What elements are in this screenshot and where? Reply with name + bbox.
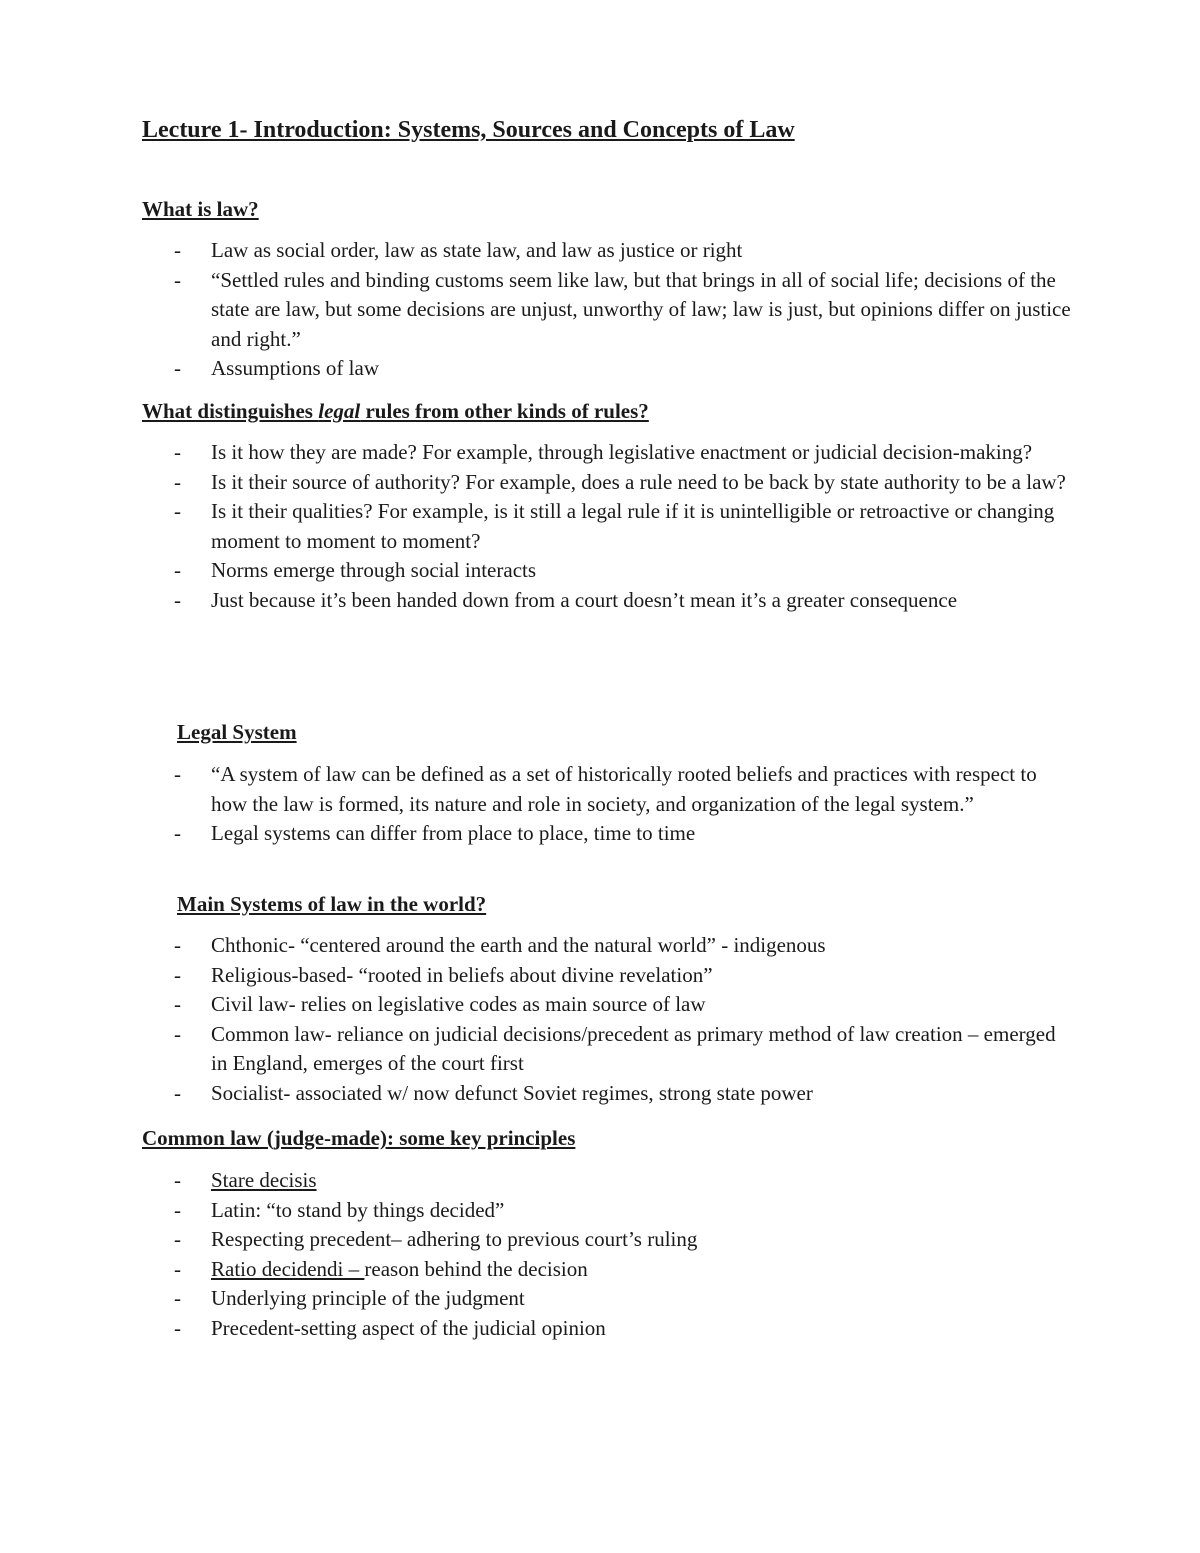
list-item — [0, 468, 1071, 498]
list-item-text: Precedent-setting aspect of the judicial opinion — [211, 1315, 606, 1340]
section-heading-what-is-law: What is law? — [142, 197, 259, 221]
dash-bullet: - — [174, 469, 181, 494]
list-item-text: Socialist- associated w/ now defunct Soviet regimes, strong state power — [211, 1080, 813, 1105]
list-item-text: Just because it’s been handed down from a court doesn’t mean it’s a greater consequence — [211, 587, 958, 612]
list-item — [0, 1166, 1071, 1196]
list-item — [0, 931, 1071, 961]
list-item — [0, 236, 1071, 266]
list-item — [0, 1079, 1071, 1109]
dash-bullet: - — [174, 1227, 181, 1252]
section-list-what-is-law — [0, 236, 1200, 384]
list-item — [0, 497, 1071, 556]
dash-bullet: - — [174, 1197, 181, 1222]
heading-text-emphasis: legal — [318, 399, 361, 423]
section-heading-legal-rules — [142, 399, 649, 424]
list-item — [0, 1225, 1071, 1255]
dash-bullet: - — [174, 587, 181, 612]
dash-bullet: - — [174, 1286, 181, 1311]
list-item-text: Is it their qualities? For example, is it still a legal rule if it is unintelligible or retroactive or changing moment to moment to moment? — [211, 499, 1055, 553]
list-item — [0, 760, 1071, 819]
dash-bullet: - — [174, 1168, 181, 1192]
list-item — [0, 1314, 1071, 1344]
section-list-main-systems — [0, 931, 1200, 1109]
list-item — [0, 1196, 1071, 1226]
list-item — [0, 1284, 1071, 1314]
heading-text-pre: What distinguishes — [142, 399, 319, 423]
list-item-text: “A system of law can be defined as a set of historically rooted beliefs and practices with respect to how the law is formed, its nature and role in society, and organization of the legal system.” — [211, 762, 1037, 816]
section-heading-common-law: Common law (judge-made): some key principles — [142, 1126, 576, 1150]
dash-bullet: - — [174, 1080, 181, 1105]
list-item-text: “Settled rules and binding customs seem like law, but that brings in all of social life; decisions of the state are law, but some decisions are unjust, unworthy of law; law is just, but opinions differ on justice and right.” — [211, 267, 1071, 351]
dash-bullet: - — [174, 356, 181, 381]
list-item-text: Religious-based- “rooted in beliefs about divine revelation” — [211, 962, 713, 987]
dash-bullet: - — [174, 1315, 181, 1340]
list-item-text: Legal systems can differ from place to place, time to time — [211, 821, 696, 846]
dash-bullet: - — [174, 267, 181, 292]
dash-bullet: - — [174, 499, 181, 524]
list-item — [0, 266, 1071, 355]
list-item-text: Civil law- relies on legislative codes as main source of law — [211, 992, 706, 1017]
list-item-text: Chthonic- “centered around the earth and the natural world” - indigenous — [211, 933, 826, 957]
list-item — [0, 354, 1071, 384]
list-item-text: Underlying principle of the judgment — [211, 1286, 525, 1311]
list-item — [0, 1255, 1071, 1285]
dash-bullet: - — [174, 962, 181, 987]
list-item-text: reason behind the decision — [364, 1256, 588, 1281]
heading-text-post: rules from other kinds of rules? — [360, 399, 649, 423]
section-heading-main-systems: Main Systems of law in the world? — [177, 892, 487, 916]
dash-bullet: - — [174, 933, 181, 957]
document-title: Lecture 1- Introduction: Systems, Sources and Concepts of Law — [142, 117, 795, 143]
list-item-text: Is it how they are made? For example, through legislative enactment or judicial decision-making? — [211, 440, 1033, 464]
list-item-text: Norms emerge through social interacts — [211, 558, 537, 583]
list-item-text: Is it their source of authority? For example, does a rule need to be back by state authority to be a law? — [211, 469, 1066, 494]
list-item-text: Respecting precedent– adhering to previous court’s ruling — [211, 1227, 698, 1252]
dash-bullet: - — [174, 992, 181, 1017]
dash-bullet: - — [174, 238, 181, 262]
dash-bullet: - — [174, 1021, 181, 1046]
list-item — [0, 819, 1071, 849]
section-list-legal-rules — [0, 438, 1200, 616]
list-item — [0, 438, 1071, 468]
list-item-text: Law as social order, law as state law, and law as justice or right — [211, 238, 743, 262]
dash-bullet: - — [174, 821, 181, 846]
list-item-text-underlined: Ratio decidendi – — [211, 1256, 365, 1281]
list-item-text: Latin: “to stand by things decided” — [211, 1197, 505, 1222]
section-list-legal-system — [0, 760, 1200, 849]
list-item-text: Assumptions of law — [211, 356, 379, 381]
list-item — [0, 990, 1071, 1020]
section-heading-legal-system: Legal System — [177, 720, 297, 744]
list-item — [0, 1020, 1071, 1079]
dash-bullet: - — [174, 440, 181, 464]
list-item — [0, 961, 1071, 991]
list-item — [0, 586, 1071, 616]
list-item-text: Stare decisis — [211, 1168, 317, 1192]
dash-bullet: - — [174, 1256, 181, 1281]
section-list-common-law — [0, 1166, 1200, 1344]
dash-bullet: - — [174, 558, 181, 583]
dash-bullet: - — [174, 762, 181, 786]
list-item-text: Common law- reliance on judicial decisions/precedent as primary method of law creation – emerged in England, emerges of the court first — [211, 1021, 1056, 1076]
list-item — [0, 556, 1071, 586]
